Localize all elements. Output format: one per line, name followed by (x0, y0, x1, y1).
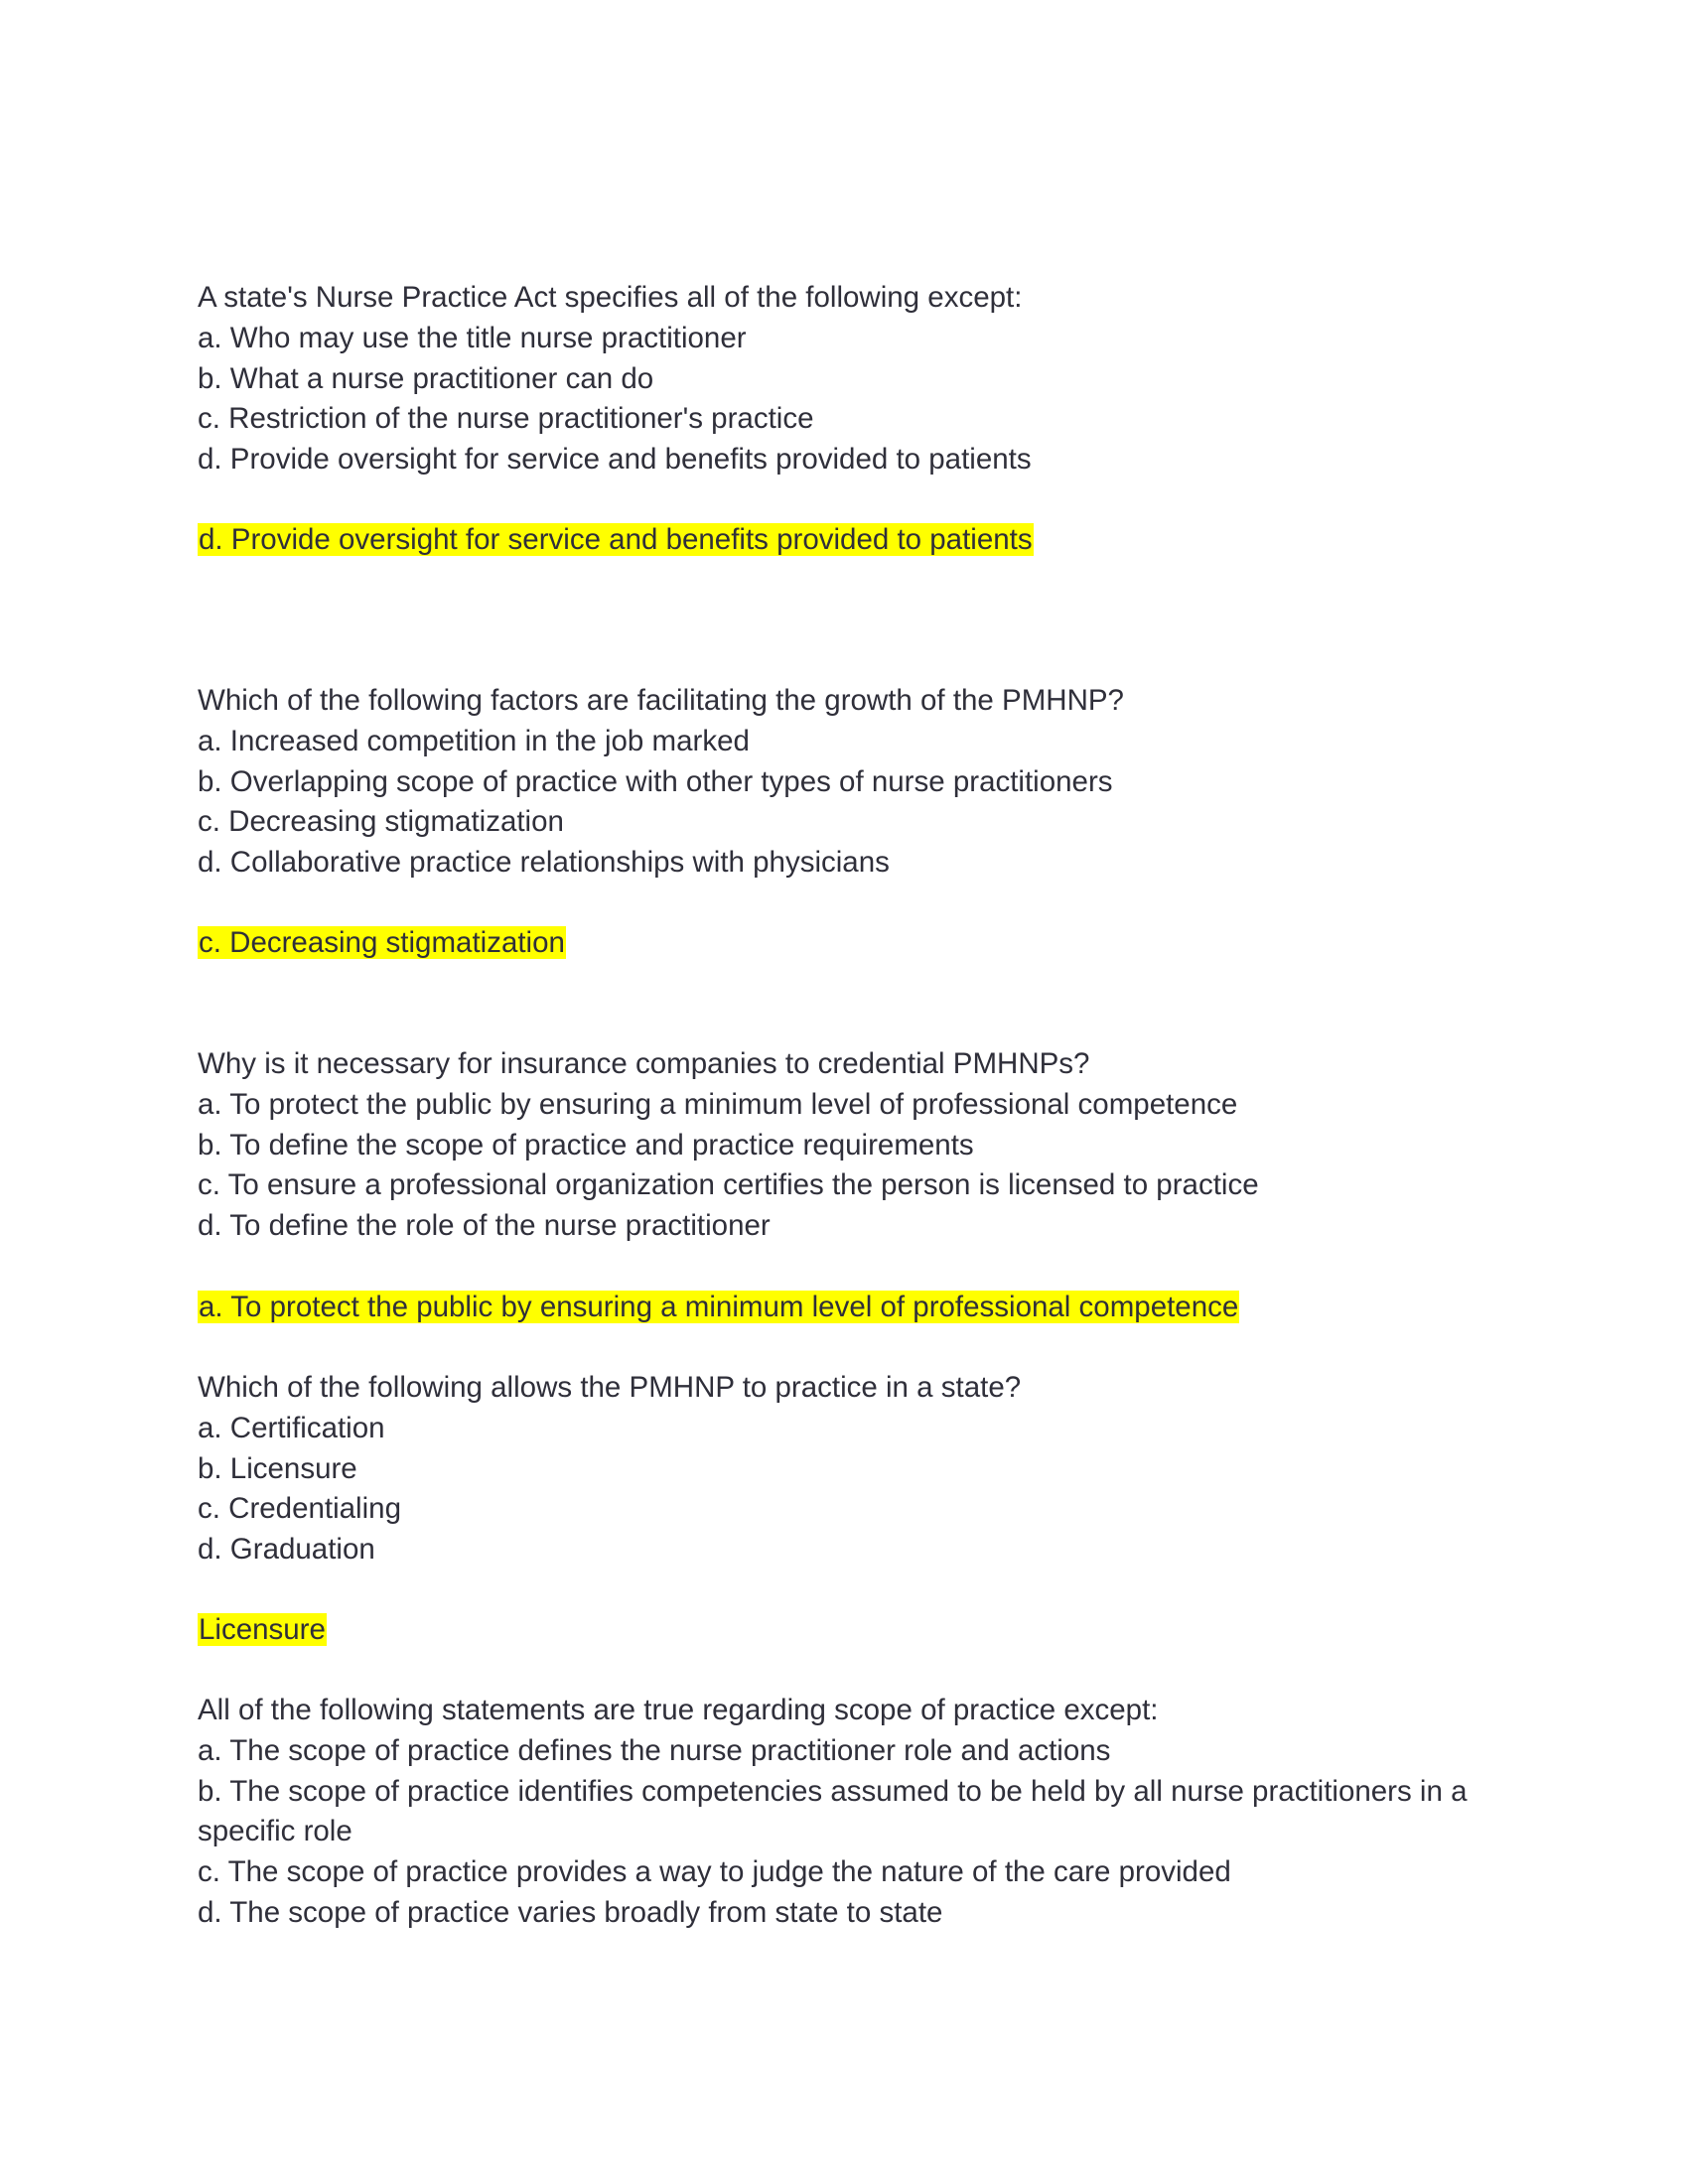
highlighted-answer: Licensure (199, 1613, 326, 1646)
option-b: b. What a nurse practitioner can do (198, 361, 654, 395)
answer-block-1 (198, 520, 1508, 561)
question-text: All of the following statements are true regarding scope of practice except: (198, 1694, 1159, 1726)
question-text: Which of the following allows the PMHNP to practice in a state? (198, 1371, 1022, 1404)
option-d: d. Provide oversight for service and benefits provided to patients (198, 443, 1032, 477)
option-b: b. Overlapping scope of practice with other types of nurse practitioners (198, 764, 1113, 798)
option-a: a. The scope of practice defines the nurse practitioner role and actions (198, 1733, 1111, 1767)
answer-block-3 (198, 1288, 1508, 1328)
answer-block-4 (198, 1610, 1508, 1651)
option-d: d. To define the role of the nurse practitioner (198, 1209, 771, 1243)
option-b: b. The scope of practice identifies competencies assumed to be held by all nurse practitioners in a specific role (198, 1774, 1468, 1848)
question-text: Why is it necessary for insurance companies to credential PMHNPs? (198, 1047, 1090, 1080)
question-block-4 (198, 1368, 1508, 1570)
question-text: Which of the following factors are facilitating the growth of the PMHNP? (198, 684, 1124, 717)
option-c: c. Restriction of the nurse practitioner's practice (198, 402, 814, 436)
option-c: c. Credentialing (198, 1492, 401, 1526)
highlighted-answer: d. Provide oversight for service and benefits provided to patients (199, 523, 1033, 556)
highlighted-answer: c. Decreasing stigmatization (199, 926, 565, 959)
option-c: c. Decreasing stigmatization (198, 805, 564, 839)
highlighted-answer: a. To protect the public by ensuring a minimum level of professional competence (199, 1291, 1239, 1323)
question-block-1 (198, 278, 1508, 480)
option-d: d. The scope of practice varies broadly from state to state (198, 1895, 943, 1929)
option-c: c. The scope of practice provides a way to judge the nature of the care provided (198, 1855, 1231, 1889)
question-block-3 (198, 1044, 1508, 1247)
question-block-5 (198, 1691, 1508, 1934)
option-d: d. Graduation (198, 1533, 375, 1567)
option-b: b. To define the scope of practice and practice requirements (198, 1128, 974, 1161)
option-a: a. To protect the public by ensuring a minimum level of professional competence (198, 1087, 1238, 1121)
option-b: b. Licensure (198, 1451, 357, 1485)
option-a: a. Certification (198, 1411, 385, 1444)
question-text: A state's Nurse Practice Act specifies all of the following except: (198, 281, 1023, 314)
answer-block-2 (198, 923, 1508, 964)
option-c: c. To ensure a professional organization certifies the person is licensed to practice (198, 1168, 1259, 1202)
option-a: a. Increased competition in the job marked (198, 724, 750, 757)
question-block-2 (198, 681, 1508, 884)
option-d: d. Collaborative practice relationships with physicians (198, 846, 890, 880)
option-a: a. Who may use the title nurse practitioner (198, 321, 747, 354)
